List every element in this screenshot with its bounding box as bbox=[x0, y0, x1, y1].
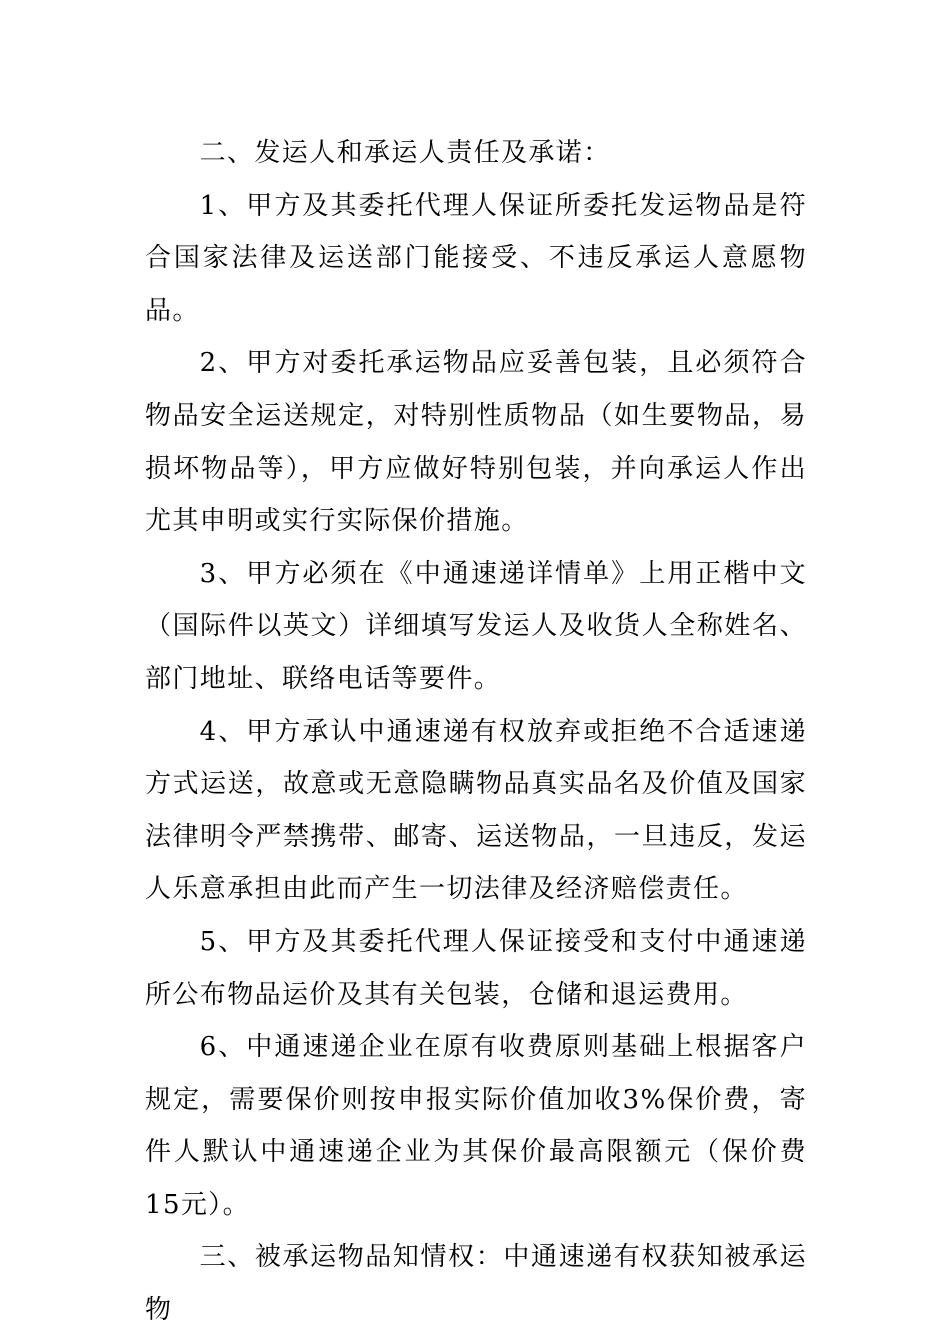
clause-6: 6、中通速递企业在原有收费原则基础上根据客户规定，需要保价则按申报实际价值加收3%保价费，寄件人默认中通速递企业为其保价最高限额元（保价费15元）。 bbox=[145, 1032, 807, 1220]
section-heading-responsibilities: 二、发运人和承运人责任及承诺： bbox=[199, 138, 611, 168]
clause-2: 2、甲方对委托承运物品应妥善包装，且必须符合物品安全运送规定，对特别性质物品（如生要物品，易损坏物品等），甲方应做好特别包装，并向承运人作出尤其申明或实行实际保价措施。 bbox=[145, 348, 807, 537]
clause-5: 5、甲方及其委托代理人保证接受和支付中通速递所公布物品运价及其有关包装，仓储和退运费用。 bbox=[145, 926, 807, 1010]
document-body bbox=[145, 127, 807, 1337]
section-heading-right-to-know: 三、被承运物品知情权：中通速递有权获知被承运物 bbox=[145, 1242, 807, 1326]
clause-1: 1、甲方及其委托代理人保证所委托发运物品是符合国家法律及运送部门能接受、不违反承运人意愿物品。 bbox=[145, 190, 807, 326]
clause-4: 4、甲方承认中通速递有权放弃或拒绝不合适速递方式运送，故意或无意隐瞒物品真实品名及价值及国家法律明令严禁携带、邮寄、运送物品，一旦违反，发运人乐意承担由此而产生一切法律及经济赔偿责任。 bbox=[145, 716, 807, 905]
clause-3: 3、甲方必须在《中通速递详情单》上用正楷中文（国际件以英文）详细填写发运人及收货人全称姓名、部门地址、联络电话等要件。 bbox=[145, 558, 807, 694]
